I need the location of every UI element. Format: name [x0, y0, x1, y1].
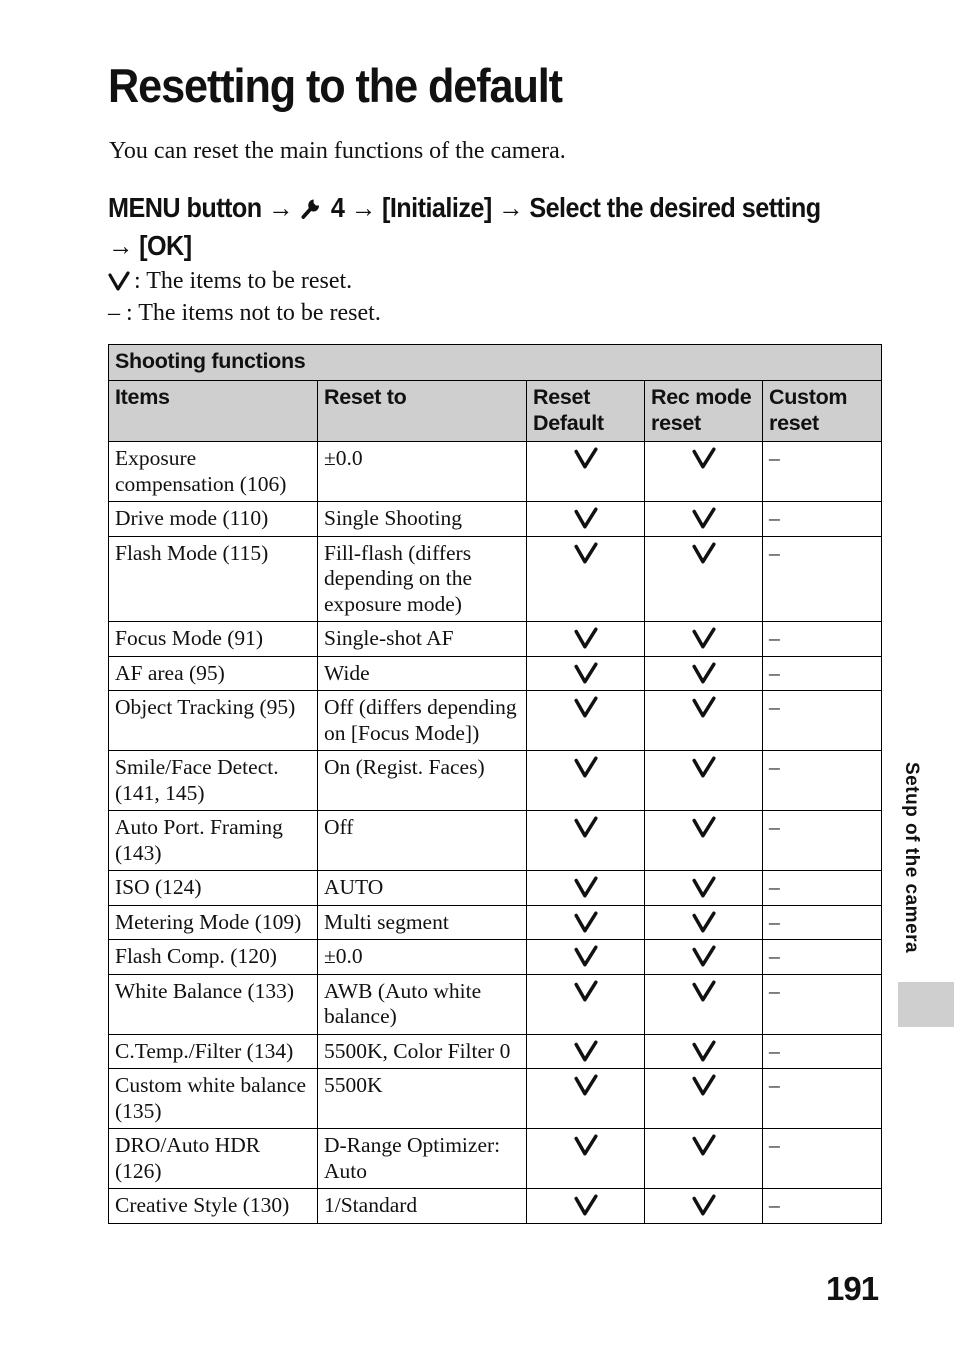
item-cell: Object Tracking (95): [109, 691, 318, 751]
dash-mark: –: [763, 974, 882, 1034]
column-header-rec-mode-reset: Rec mode reset: [645, 381, 763, 442]
table-row: [109, 974, 882, 1034]
menu-path-step-4: Select the desired setting: [529, 192, 821, 223]
column-header-custom-reset: Custom reset: [763, 381, 882, 442]
table-row: [109, 1189, 882, 1224]
reset-to-cell: D-Range Optimizer: Auto: [318, 1129, 527, 1189]
table-row: [109, 905, 882, 940]
table-row: [109, 502, 882, 537]
check-icon: [645, 940, 763, 975]
item-cell: Auto Port. Framing (143): [109, 811, 318, 871]
table-row: [109, 811, 882, 871]
side-tab-marker: [898, 982, 954, 1027]
item-cell: Exposure compensation (106): [109, 442, 318, 502]
check-icon: [645, 656, 763, 691]
check-icon: [645, 691, 763, 751]
dash-mark: –: [763, 536, 882, 622]
page-number: 191: [826, 1270, 879, 1307]
item-cell: Custom white balance (135): [109, 1069, 318, 1129]
dash-mark: –: [763, 871, 882, 906]
check-icon: [645, 871, 763, 906]
table-row: [109, 1129, 882, 1189]
check-icon: [527, 442, 645, 502]
reset-to-cell: ±0.0: [318, 940, 527, 975]
menu-path-step-5: [OK]: [139, 230, 192, 261]
item-cell: Creative Style (130): [109, 1189, 318, 1224]
reset-to-cell: Multi segment: [318, 905, 527, 940]
reset-to-cell: Off (differs depending on [Focus Mode]): [318, 691, 527, 751]
legend-check: [108, 268, 352, 299]
intro-text: You can reset the main functions of the camera.: [109, 138, 566, 164]
item-cell: Flash Mode (115): [109, 536, 318, 622]
check-icon: [527, 1189, 645, 1224]
table-row: [109, 622, 882, 657]
item-cell: White Balance (133): [109, 974, 318, 1034]
reset-to-cell: Wide: [318, 656, 527, 691]
arrow-icon: →: [268, 192, 293, 223]
table-row: [109, 536, 882, 622]
table-row: [109, 1069, 882, 1129]
column-header-reset-to: Reset to: [318, 381, 527, 442]
check-icon: [645, 974, 763, 1034]
check-icon: [645, 1034, 763, 1069]
reset-to-cell: AWB (Auto white balance): [318, 974, 527, 1034]
legend-dash: – : The items not to be reset.: [108, 300, 381, 326]
item-cell: Focus Mode (91): [109, 622, 318, 657]
check-icon: [527, 502, 645, 537]
menu-path: [108, 190, 828, 263]
reset-to-cell: Off: [318, 811, 527, 871]
reset-to-cell: 5500K: [318, 1069, 527, 1129]
table-row: [109, 442, 882, 502]
check-icon: [527, 1034, 645, 1069]
check-icon: [527, 751, 645, 811]
table-row: [109, 1034, 882, 1069]
check-icon: [527, 871, 645, 906]
reset-to-cell: On (Regist. Faces): [318, 751, 527, 811]
arrow-icon: →: [350, 192, 376, 223]
check-icon: [527, 974, 645, 1034]
dash-mark: –: [763, 502, 882, 537]
table-row: [109, 656, 882, 691]
item-cell: Smile/Face Detect. (141, 145): [109, 751, 318, 811]
check-icon: [527, 656, 645, 691]
check-icon: [527, 536, 645, 622]
arrow-icon: →: [498, 192, 523, 223]
check-icon: [527, 1069, 645, 1129]
check-icon: [527, 622, 645, 657]
item-cell: Drive mode (110): [109, 502, 318, 537]
dash-mark: –: [763, 1034, 882, 1069]
item-cell: Flash Comp. (120): [109, 940, 318, 975]
check-icon: [645, 1189, 763, 1224]
check-icon: [527, 691, 645, 751]
dash-mark: –: [763, 622, 882, 657]
reset-to-cell: 5500K, Color Filter 0: [318, 1034, 527, 1069]
side-tab-label: Setup of the camera: [901, 762, 922, 954]
reset-to-cell: Single Shooting: [318, 502, 527, 537]
page-title: Resetting to the default: [108, 59, 562, 112]
check-icon: [108, 270, 130, 299]
arrow-icon: →: [108, 230, 133, 261]
table-row: [109, 751, 882, 811]
check-icon: [527, 940, 645, 975]
dash-mark: –: [763, 691, 882, 751]
check-icon: [527, 1129, 645, 1189]
check-icon: [645, 442, 763, 502]
check-icon: [527, 811, 645, 871]
menu-path-step-3: [Initialize]: [381, 192, 492, 223]
dash-mark: –: [763, 442, 882, 502]
reset-table: [108, 344, 882, 1224]
section-title: Shooting functions: [109, 345, 882, 381]
menu-path-step-1: MENU button: [108, 192, 262, 223]
check-icon: [645, 1129, 763, 1189]
check-icon: [527, 905, 645, 940]
wrench-icon: [301, 193, 323, 228]
reset-to-cell: ±0.0: [318, 442, 527, 502]
column-header-reset-default: Reset Default: [527, 381, 645, 442]
table-row: [109, 940, 882, 975]
item-cell: ISO (124): [109, 871, 318, 906]
dash-mark: –: [763, 1189, 882, 1224]
check-icon: [645, 1069, 763, 1129]
item-cell: Metering Mode (109): [109, 905, 318, 940]
dash-mark: –: [763, 1069, 882, 1129]
dash-mark: –: [763, 905, 882, 940]
dash-mark: –: [763, 751, 882, 811]
reset-to-cell: Single-shot AF: [318, 622, 527, 657]
check-icon: [645, 811, 763, 871]
check-icon: [645, 905, 763, 940]
table-row: [109, 871, 882, 906]
check-icon: [645, 751, 763, 811]
check-icon: [645, 502, 763, 537]
dash-mark: –: [763, 940, 882, 975]
reset-to-cell: 1/Standard: [318, 1189, 527, 1224]
dash-mark: –: [763, 1129, 882, 1189]
table-row: [109, 691, 882, 751]
reset-to-cell: Fill-flash (differs depending on the exposure mode): [318, 536, 527, 622]
menu-path-step-2: 4: [330, 192, 345, 223]
column-header-items: Items: [109, 381, 318, 442]
check-icon: [645, 536, 763, 622]
dash-mark: –: [763, 811, 882, 871]
item-cell: DRO/Auto HDR (126): [109, 1129, 318, 1189]
item-cell: AF area (95): [109, 656, 318, 691]
dash-mark: –: [763, 656, 882, 691]
check-icon: [645, 622, 763, 657]
legend-check-text: : The items to be reset.: [134, 268, 353, 294]
item-cell: C.Temp./Filter (134): [109, 1034, 318, 1069]
reset-to-cell: AUTO: [318, 871, 527, 906]
